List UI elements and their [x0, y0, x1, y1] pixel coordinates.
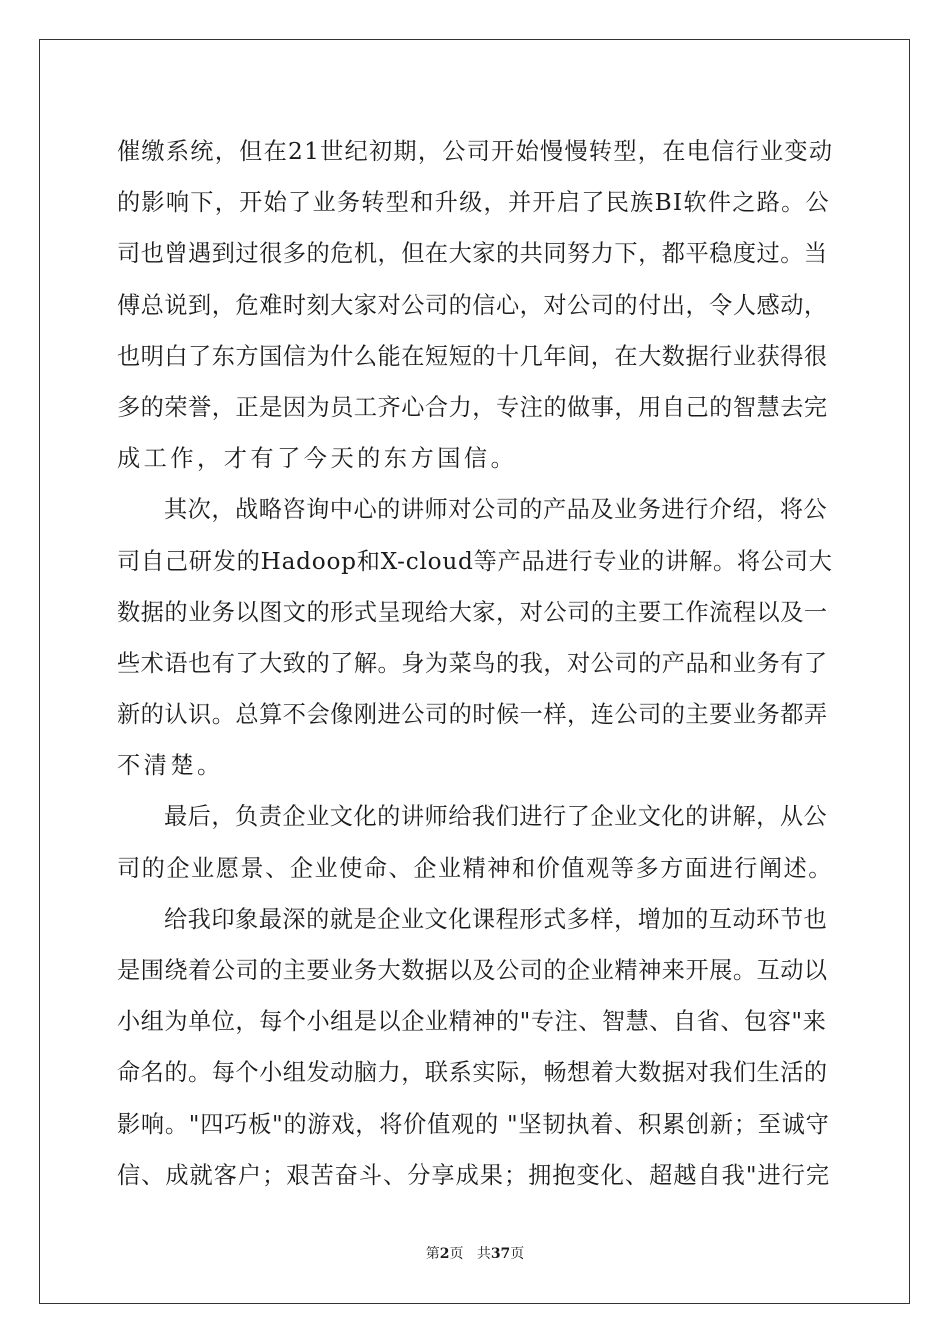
text-line: 给我印象最深的就是企业文化课程形式多样，增加的互动环节也	[164, 905, 828, 933]
text-line: 司也曾遇到过很多的危机，但在大家的共同努力下，都平稳度过。当	[117, 240, 828, 268]
footer-prefix: 第	[425, 1246, 440, 1262]
text-line: 信、成就客户；艰苦奋斗、分享成果；拥抱变化、超越自我"进行完	[117, 1161, 831, 1189]
footer-total-prefix: 共	[476, 1246, 491, 1262]
text-line: 催缴系统，但在21世纪初期，公司开始慢慢转型，在电信行业变动	[117, 138, 834, 165]
text-line: 不清楚。	[117, 752, 224, 780]
text-line: 些术语也有了大致的了解。身为菜鸟的我，对公司的产品和业务有了	[117, 649, 828, 677]
footer-total-suffix: 页	[510, 1246, 525, 1262]
text-line: 影响。"四巧板"的游戏，将价值观的 "坚韧执着、积累创新；至诚守	[117, 1110, 830, 1138]
text-line: 命名的。每个小组发动脑力，联系实际，畅想着大数据对我们生活的	[117, 1059, 828, 1087]
text-line: 其次，战略咨询中心的讲师对公司的产品及业务进行介绍，将公	[164, 496, 828, 524]
text-line: 新的认识。总算不会像刚进公司的时候一样，连公司的主要业务都弄	[117, 701, 828, 729]
page-footer	[0, 1243, 950, 1263]
text-line: 是围绕着公司的主要业务大数据以及公司的企业精神来开展。互动以	[117, 957, 828, 984]
total-page-count: 37	[490, 1246, 511, 1262]
footer-page-word: 页	[449, 1246, 464, 1262]
document-body	[117, 126, 833, 1201]
text-line: 司的企业愿景、企业使命、企业精神和价值观等多方面进行阐述。	[117, 854, 833, 882]
text-line: 多的荣誉，正是因为员工齐心合力，专注的做事，用自己的智慧去完	[117, 393, 828, 421]
text-line: 成工作，才有了今天的东方国信。	[117, 445, 518, 473]
current-page-number: 2	[439, 1246, 450, 1262]
text-line: 也明白了东方国信为什么能在短短的十几年间，在大数据行业获得很	[117, 342, 828, 370]
text-line: 司自己研发的Hadoop和X-cloud等产品进行专业的讲解。将公司大	[117, 547, 833, 575]
text-line: 小组为单位，每个小组是以企业精神的"专注、智慧、自省、包容"来	[117, 1008, 827, 1036]
text-line: 最后，负责企业文化的讲师给我们进行了企业文化的讲解，从公	[164, 803, 828, 831]
text-line: 数据的业务以图文的形式呈现给大家，对公司的主要工作流程以及一	[117, 598, 828, 626]
text-line: 的影响下，开始了业务转型和升级，并开启了民族BI软件之路。公	[117, 189, 830, 217]
text-line: 傅总说到，危难时刻大家对公司的信心，对公司的付出，令人感动，	[117, 291, 828, 319]
